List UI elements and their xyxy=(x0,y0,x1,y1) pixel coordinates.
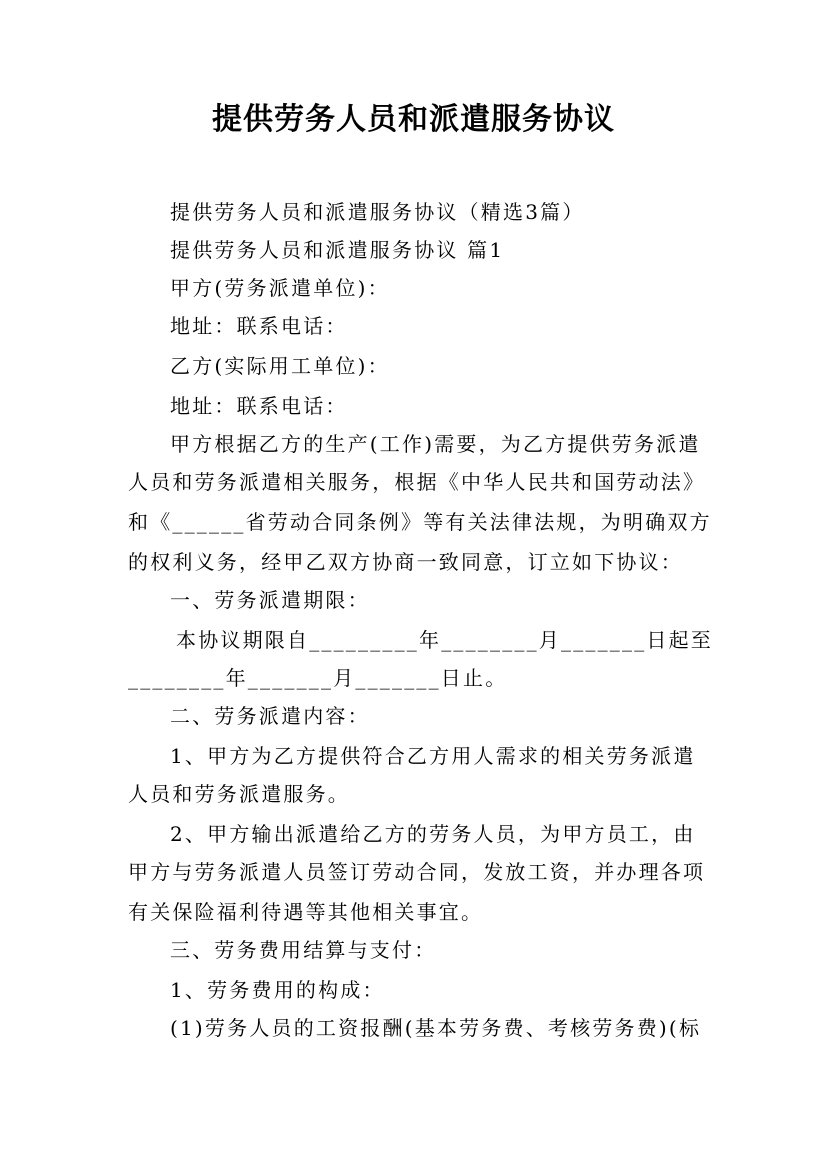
paragraph-line: 有关保险福利待遇等其他相关事宜。 xyxy=(128,900,484,924)
paragraph-line: 人员和劳务派遣服务。 xyxy=(128,782,350,806)
clause-heading-line: 三、劳务费用结算与支付： xyxy=(170,938,437,962)
party-a-address-line: 地址：联系电话： xyxy=(170,314,348,338)
paragraph-line: 1、劳务费用的构成： xyxy=(170,978,385,1002)
party-a-line: 甲方(劳务派遣单位)： xyxy=(170,276,390,300)
term-line: 本协议期限自_________年________月_______日起至 xyxy=(176,628,713,652)
paragraph-line: 的权利义务，经甲乙双方协商一致同意，订立如下协议： xyxy=(128,550,683,574)
clause-heading-line: 二、劳务派遣内容： xyxy=(170,704,370,728)
paragraph-line: (1)劳务人员的工资报酬(基本劳务费、考核劳务费)(标 xyxy=(170,1016,702,1040)
subtitle-line: 提供劳务人员和派遣服务协议（精选3篇） xyxy=(170,200,585,224)
paragraph-line: 1、甲方为乙方提供符合乙方用人需求的相关劳务派遣 xyxy=(170,744,696,768)
clause-heading-line: 一、劳务派遣期限： xyxy=(170,588,370,612)
party-b-address-line: 地址：联系电话： xyxy=(170,394,348,418)
paragraph-line: 2、甲方输出派遣给乙方的劳务人员，为甲方员工，由 xyxy=(170,822,696,846)
party-b-line: 乙方(实际用工单位)： xyxy=(170,354,390,378)
paragraph-line: 人员和劳务派遣相关服务，根据《中华人民共和国劳动法》 xyxy=(128,470,706,494)
paragraph-line: 和《______省劳动合同条例》等有关法律法规，为明确双方 xyxy=(128,510,712,534)
paragraph-line: 甲方根据乙方的生产(工作)需要，为乙方提供劳务派遣 xyxy=(170,432,701,456)
paragraph-line: 甲方与劳务派遣人员签订劳动合同，发放工资，并办理各项 xyxy=(128,860,706,884)
document-title: 提供劳务人员和派遣服务协议 xyxy=(212,102,615,137)
term-line: ________年_______月_______日止。 xyxy=(128,666,508,690)
section-heading-line: 提供劳务人员和派遣服务协议 篇1 xyxy=(170,238,505,262)
